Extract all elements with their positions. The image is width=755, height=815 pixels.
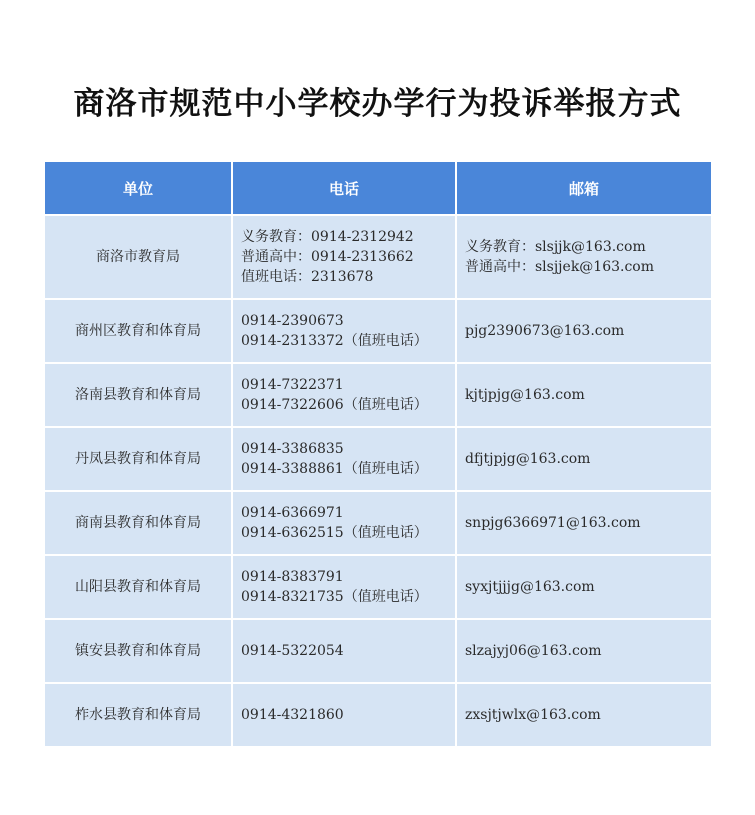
table-row <box>44 215 712 299</box>
phone-number: 义务教育：0914-2312942 <box>241 229 414 245</box>
phone-cell <box>232 555 456 619</box>
phone-number: 0914-8321735（值班电话） <box>241 589 428 605</box>
phone-number: 0914-7322606（值班电话） <box>241 397 428 413</box>
email-address: syxjtjjjg@163.com <box>465 579 595 595</box>
phone-number: 0914-3388861（值班电话） <box>241 461 428 477</box>
phone-cell <box>232 427 456 491</box>
phone-number: 0914-5322054 <box>241 643 344 659</box>
phone-cell <box>232 299 456 363</box>
unit-cell: 商南县教育和体育局 <box>44 491 232 555</box>
phone-number: 0914-2390673 <box>241 313 344 329</box>
phone-number: 0914-3386835 <box>241 441 344 457</box>
email-address: 义务教育：slsjjk@163.com <box>465 239 646 255</box>
email-address: 普通高中：slsjjek@163.com <box>465 259 655 275</box>
unit-cell: 商洛市教育局 <box>44 215 232 299</box>
email-address: snpjg6366971@163.com <box>465 515 641 531</box>
phone-cell <box>232 619 456 683</box>
table-row <box>44 427 712 491</box>
table-row <box>44 619 712 683</box>
table-row <box>44 683 712 747</box>
header-email: 邮箱 <box>456 161 712 215</box>
header-unit: 单位 <box>44 161 232 215</box>
phone-number: 普通高中：0914-2313662 <box>241 249 414 265</box>
table-header-row <box>44 161 712 215</box>
phone-number: 0914-8383791 <box>241 569 344 585</box>
phone-cell <box>232 215 456 299</box>
email-cell <box>456 491 712 555</box>
phone-number: 0914-7322371 <box>241 377 344 393</box>
unit-cell: 丹凤县教育和体育局 <box>44 427 232 491</box>
phone-number: 值班电话：2313678 <box>241 269 374 285</box>
unit-cell: 洛南县教育和体育局 <box>44 363 232 427</box>
unit-cell: 柞水县教育和体育局 <box>44 683 232 747</box>
email-cell <box>456 215 712 299</box>
email-cell <box>456 363 712 427</box>
complaint-contact-table <box>43 160 713 748</box>
email-cell <box>456 619 712 683</box>
phone-number: 0914-6362515（值班电话） <box>241 525 428 541</box>
unit-cell: 山阳县教育和体育局 <box>44 555 232 619</box>
email-address: zxsjtjwlx@163.com <box>465 707 601 723</box>
phone-cell <box>232 491 456 555</box>
email-cell <box>456 299 712 363</box>
email-address: slzajyj06@163.com <box>465 643 602 659</box>
unit-cell: 镇安县教育和体育局 <box>44 619 232 683</box>
phone-cell <box>232 363 456 427</box>
email-cell <box>456 555 712 619</box>
header-phone: 电话 <box>232 161 456 215</box>
email-address: pjg2390673@163.com <box>465 323 625 339</box>
phone-cell <box>232 683 456 747</box>
phone-number: 0914-4321860 <box>241 707 344 723</box>
phone-number: 0914-6366971 <box>241 505 344 521</box>
email-address: kjtjpjg@163.com <box>465 387 585 403</box>
phone-number: 0914-2313372（值班电话） <box>241 333 428 349</box>
page-title: 商洛市规范中小学校办学行为投诉举报方式 <box>73 86 682 122</box>
unit-cell: 商州区教育和体育局 <box>44 299 232 363</box>
table-row <box>44 363 712 427</box>
email-cell <box>456 683 712 747</box>
table-row <box>44 299 712 363</box>
email-address: dfjtjpjg@163.com <box>465 451 591 467</box>
email-cell <box>456 427 712 491</box>
table-row <box>44 555 712 619</box>
table-row <box>44 491 712 555</box>
